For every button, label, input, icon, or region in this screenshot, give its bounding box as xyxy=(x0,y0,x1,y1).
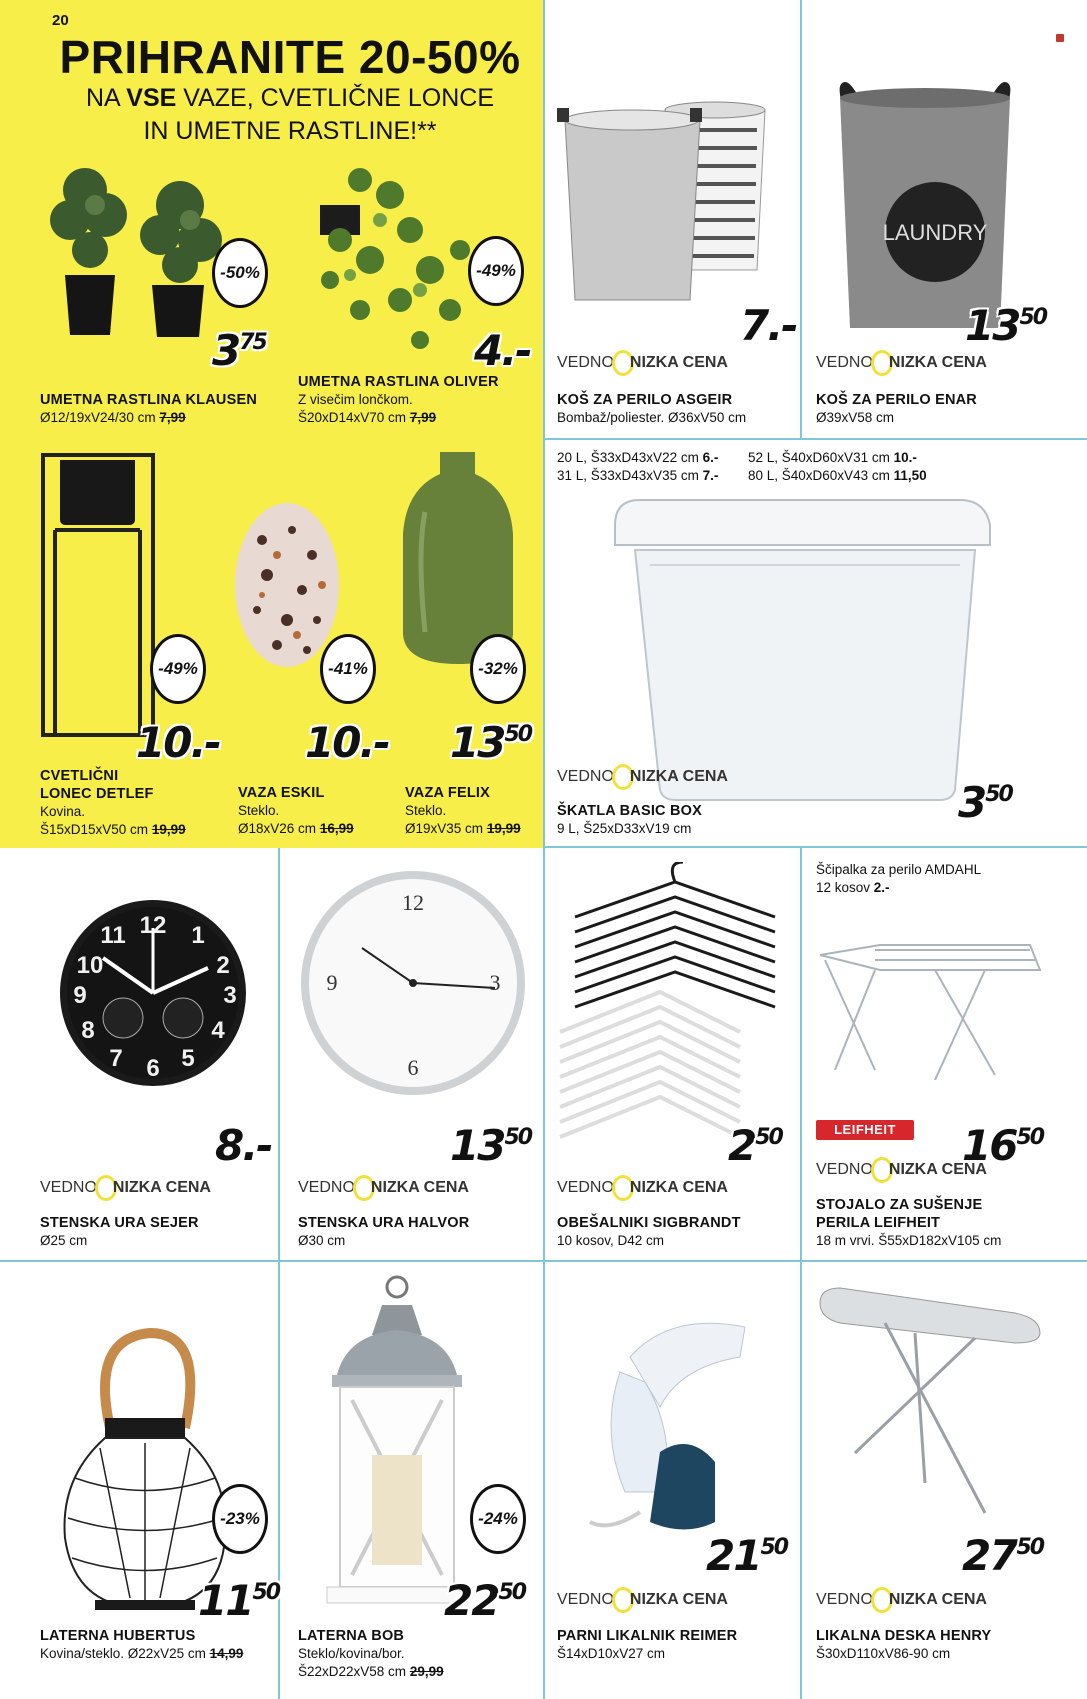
product-details: Steklo/kovina/bor. xyxy=(298,1646,405,1662)
product-details: 18 m vrvi. Š55xD182xV105 cm xyxy=(816,1233,1002,1249)
svg-text:8: 8 xyxy=(81,1017,95,1044)
product-info-basic-box xyxy=(557,802,797,838)
product-name: LATERNA BOB xyxy=(298,1628,405,1644)
laundry-label: LAUNDRY xyxy=(882,220,988,245)
product-name: PERILA LEIFHEIT xyxy=(816,1215,941,1232)
discount-badge: -50% xyxy=(212,238,268,308)
price-enar: $13^{50}$ xyxy=(965,301,1047,350)
variant-line: 20 L, Š33xD43xV22 cm 6.- xyxy=(557,450,719,465)
divider xyxy=(0,1260,1087,1262)
svg-text:10: 10 xyxy=(76,952,104,979)
leifheit-brand-logo: LEIFHEIT xyxy=(816,1120,914,1140)
brand-logo-mark xyxy=(1056,34,1064,42)
note-line: Ščipalka za perilo AMDAHL xyxy=(816,862,982,877)
svg-text:2: 2 xyxy=(216,952,230,979)
variant-line: 31 L, Š33xD43xV35 cm 7.- xyxy=(557,467,719,483)
price-bob: $22^{50}$ xyxy=(444,1576,526,1625)
product-image-klausen xyxy=(40,150,250,345)
product-details: 9 L, Š25xD33xV19 cm xyxy=(557,821,692,837)
price-eskil: 10.- xyxy=(305,718,389,767)
product-name: STOJALO ZA SUŠENJE xyxy=(816,1197,983,1213)
product-image-henry xyxy=(815,1283,1050,1528)
product-details: Š22xD22xV58 cm 29,99 xyxy=(298,1663,444,1679)
divider xyxy=(543,846,1087,848)
product-details: Ø12/19xV24/30 cm 7,99 xyxy=(40,410,186,426)
product-details: Ø25 cm xyxy=(40,1233,88,1249)
product-name: UMETNA RASTLINA KLAUSEN xyxy=(40,392,257,408)
price-basic-box: $3^{50}$ xyxy=(958,778,1012,827)
product-info-sigbrandt xyxy=(557,1214,797,1250)
price-sejer: 8.- xyxy=(215,1121,272,1170)
product-name: KOŠ ZA PERILO ENAR xyxy=(816,392,977,408)
product-name: VAZA ESKIL xyxy=(238,785,325,801)
price-sigbrandt: $2^{50}$ xyxy=(728,1121,782,1170)
product-name: STENSKA URA HALVOR xyxy=(298,1215,470,1231)
product-info-bob xyxy=(298,1627,538,1680)
price-reimer: $21^{50}$ xyxy=(706,1531,788,1580)
svg-text:1: 1 xyxy=(191,922,205,949)
svg-text:11: 11 xyxy=(100,922,126,949)
product-info-reimer xyxy=(557,1627,797,1663)
product-name: CVETLIČNI xyxy=(40,768,119,784)
vedno-nizka-cena-label: VEDNO NIZKA CENA xyxy=(298,1175,469,1201)
divider xyxy=(543,0,545,1699)
product-info-klausen xyxy=(40,391,280,427)
discount-badge: -32% xyxy=(470,634,526,704)
product-name: STENSKA URA SEJER xyxy=(40,1215,199,1231)
discount-badge: -41% xyxy=(320,634,376,704)
divider xyxy=(800,848,802,1699)
product-image-sejer xyxy=(58,898,248,1093)
product-details: Kovina/steklo. Ø22xV25 cm 14,99 xyxy=(40,1646,244,1662)
product-info-halvor xyxy=(298,1214,538,1250)
price-klausen: $3^{75}$ xyxy=(212,326,266,375)
price-halvor: $13^{50}$ xyxy=(450,1121,532,1170)
product-details: Ø18xV26 cm 16,99 xyxy=(238,820,354,836)
product-image-leifheit xyxy=(815,920,1050,1085)
product-details: Z visečim lončkom. xyxy=(298,392,413,408)
product-details: Steklo. xyxy=(238,803,280,819)
page-number: 20 xyxy=(52,12,69,29)
vedno-nizka-cena-label: VEDNO NIZKA CENA xyxy=(557,350,728,376)
price-leifheit: $16^{50}$ xyxy=(962,1121,1044,1170)
product-image-asgeir xyxy=(555,90,785,315)
headline-title: PRIHRANITE 20-50% xyxy=(59,31,521,83)
product-name: ŠKATLA BASIC BOX xyxy=(557,803,702,819)
discount-badge: -24% xyxy=(470,1484,526,1554)
product-info-oliver xyxy=(298,373,538,426)
product-name: PARNI LIKALNIK REIMER xyxy=(557,1628,738,1644)
product-details: Bombaž/poliester. Ø36xV50 cm xyxy=(557,410,747,426)
product-info-enar xyxy=(816,391,1076,427)
variant-line: 52 L, Š40xD60xV31 cm 10.- xyxy=(748,450,917,465)
amdahl-note xyxy=(816,861,1076,896)
product-details: Š30xD110xV86-90 cm xyxy=(816,1646,951,1662)
svg-text:3: 3 xyxy=(223,982,237,1009)
headline-subtitle: NA VSE VAZE, CVETLIČNE LONCE xyxy=(86,84,494,112)
discount-badge: -49% xyxy=(150,634,206,704)
svg-text:9: 9 xyxy=(326,970,338,995)
product-name: LIKALNA DESKA HENRY xyxy=(816,1628,992,1644)
price-hubertus: $11^{50}$ xyxy=(198,1576,280,1625)
divider xyxy=(278,848,280,1699)
product-details: Ø39xV58 cm xyxy=(816,410,895,426)
price-oliver: 4.- xyxy=(474,326,531,375)
discount-badge: -49% xyxy=(468,236,524,306)
product-image-detlef xyxy=(40,450,160,755)
note-line: 12 kosov 2.- xyxy=(816,879,890,895)
product-name: LATERNA HUBERTUS xyxy=(40,1628,196,1644)
svg-text:5: 5 xyxy=(181,1045,195,1072)
svg-text:9: 9 xyxy=(73,982,87,1009)
product-image-basic-box xyxy=(605,495,1005,810)
discount-badge: -23% xyxy=(212,1484,268,1554)
product-details: Ø19xV35 cm 19,99 xyxy=(405,820,521,836)
vedno-nizka-cena-label: VEDNO NIZKA CENA xyxy=(557,764,728,790)
product-details: Ø30 cm xyxy=(298,1233,346,1249)
product-name: LONEC DETLEF xyxy=(40,786,154,803)
product-details: Š15xD15xV50 cm 19,99 xyxy=(40,821,186,837)
product-info-hubertus xyxy=(40,1627,280,1663)
product-details: Kovina. xyxy=(40,804,86,820)
vedno-nizka-cena-label: VEDNO NIZKA CENA xyxy=(816,350,987,376)
basic-box-variants-right xyxy=(748,449,968,484)
price-asgeir: 7.- xyxy=(740,301,797,350)
product-info-felix xyxy=(405,784,545,837)
variant-line: 80 L, Š40xD60xV43 cm 11,50 xyxy=(748,467,927,483)
product-info-eskil xyxy=(238,784,398,837)
svg-text:3: 3 xyxy=(489,970,501,995)
headline-subtitle-2: IN UMETNE RASTLINE!** xyxy=(143,116,437,145)
basic-box-variants-left xyxy=(557,449,757,484)
product-info-leifheit xyxy=(816,1196,1081,1250)
divider xyxy=(543,438,1087,440)
price-henry: $27^{50}$ xyxy=(962,1531,1044,1580)
product-details: Steklo. xyxy=(405,803,447,819)
svg-text:6: 6 xyxy=(146,1055,160,1082)
vedno-nizka-cena-label: VEDNO NIZKA CENA xyxy=(557,1175,728,1201)
product-info-asgeir xyxy=(557,391,797,427)
divider xyxy=(800,0,802,440)
product-image-reimer xyxy=(580,1312,760,1557)
vedno-nizka-cena-label: VEDNO NIZKA CENA xyxy=(557,1587,728,1613)
product-details: Š14xD10xV27 cm xyxy=(557,1646,666,1662)
svg-text:12: 12 xyxy=(402,890,424,915)
vedno-nizka-cena-label: VEDNO NIZKA CENA xyxy=(816,1157,987,1183)
product-image-sigbrandt xyxy=(555,862,795,1157)
product-info-henry xyxy=(816,1627,1076,1663)
vedno-nizka-cena-label: VEDNO NIZKA CENA xyxy=(40,1175,211,1201)
product-name: UMETNA RASTLINA OLIVER xyxy=(298,374,499,390)
vedno-nizka-cena-label: VEDNO NIZKA CENA xyxy=(816,1587,987,1613)
price-felix: $13^{50}$ xyxy=(450,718,532,767)
svg-text:12: 12 xyxy=(139,912,167,939)
promo-headline xyxy=(50,31,530,146)
svg-text:4: 4 xyxy=(211,1017,225,1044)
product-name: KOŠ ZA PERILO ASGEIR xyxy=(557,392,733,408)
svg-text:6: 6 xyxy=(407,1055,419,1080)
product-info-sejer xyxy=(40,1214,270,1250)
product-name: OBEŠALNIKI SIGBRANDT xyxy=(557,1215,741,1231)
product-name: VAZA FELIX xyxy=(405,785,490,801)
svg-text:7: 7 xyxy=(109,1045,123,1072)
product-info-detlef xyxy=(40,767,220,838)
product-image-bob xyxy=(322,1275,472,1620)
product-details: Š20xD14xV70 cm 7,99 xyxy=(298,409,437,425)
product-image-halvor xyxy=(300,870,526,1101)
product-details: 10 kosov, D42 cm xyxy=(557,1233,665,1249)
price-detlef: 10.- xyxy=(136,718,220,767)
